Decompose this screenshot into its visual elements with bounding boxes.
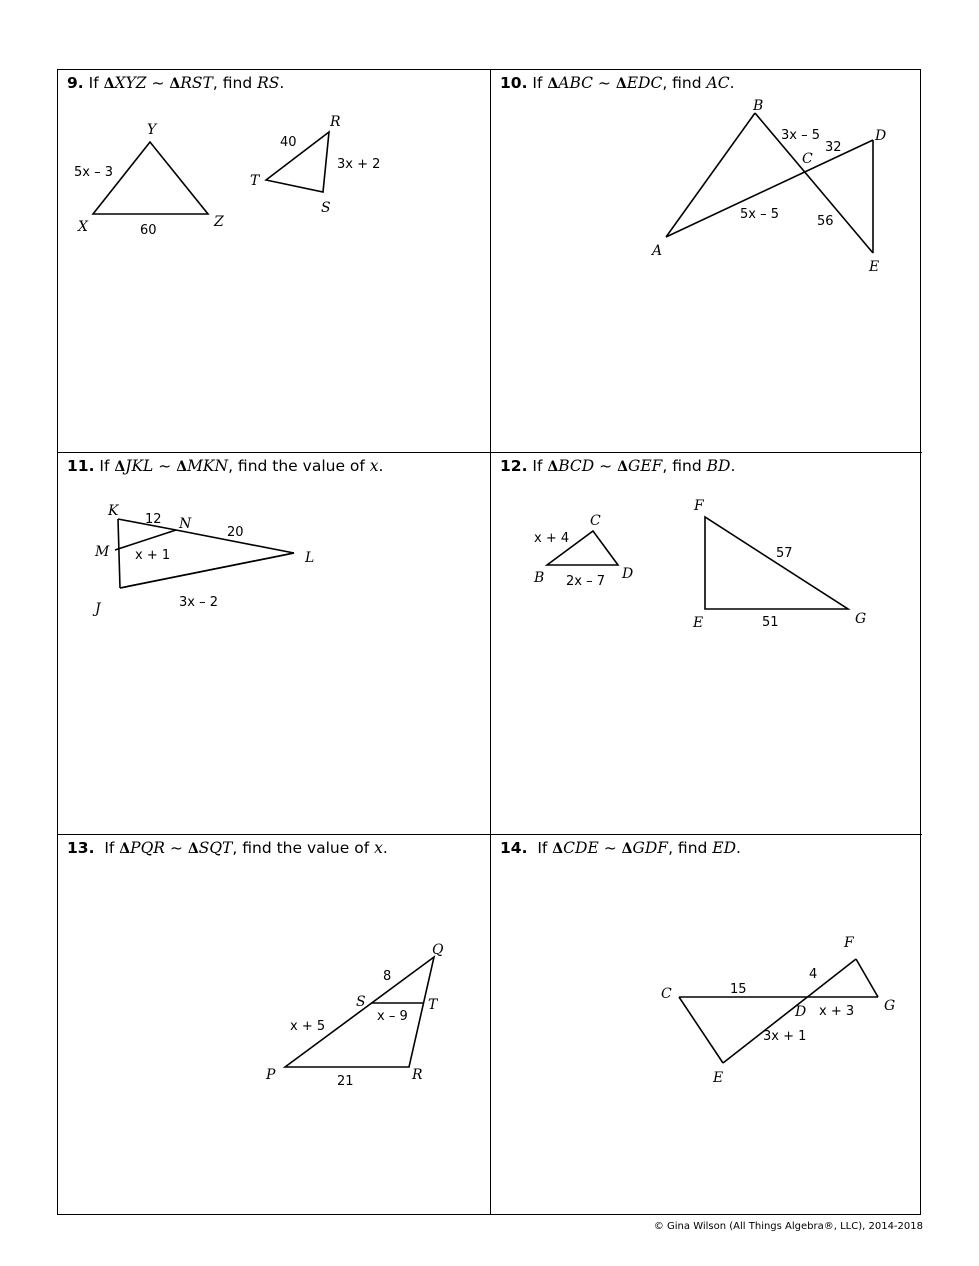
copyright-footer: © Gina Wilson (All Things Algebra®, LLC), 2014-2018: [653, 1221, 923, 1232]
problem-9-figure: [58, 70, 490, 452]
triangle-symbol: Δ: [187, 841, 199, 857]
problem-number: 11.: [67, 457, 95, 475]
similar-symbol: ~: [594, 457, 618, 475]
vertex-label: M: [95, 544, 110, 560]
vertex-label: N: [179, 516, 192, 532]
vertex-label: K: [108, 503, 119, 519]
similar-symbol: ~: [164, 839, 188, 857]
vertex-label: J: [95, 601, 101, 617]
similar-symbol: ~: [153, 457, 177, 475]
vertex-label: P: [266, 1067, 276, 1083]
target-quantity: AC: [706, 74, 730, 92]
triangle-name: JKL: [125, 457, 154, 475]
similar-symbol: ~: [592, 74, 616, 92]
side-label: 5x – 3: [74, 165, 113, 180]
vertex-label: E: [713, 1070, 724, 1086]
prompt-text: If: [532, 457, 548, 475]
vertex-label: G: [855, 611, 867, 627]
vertex-label: T: [250, 173, 260, 189]
triangle-name: XYZ: [114, 74, 147, 92]
vertex-label: S: [356, 994, 366, 1010]
triangle-symbol: Δ: [169, 76, 181, 92]
vertex-label: C: [590, 513, 601, 529]
triangle-name: SQT: [198, 839, 233, 857]
triangle-symbol: Δ: [114, 459, 126, 475]
vertex-label: R: [330, 114, 341, 130]
triangle-symbol: Δ: [617, 459, 628, 475]
triangle-name: BCD: [558, 457, 595, 475]
side-label: 2x – 7: [566, 574, 605, 589]
worksheet-grid: [57, 69, 921, 1215]
triangle-name: PQR: [130, 839, 165, 857]
problem-11-figure: [58, 453, 490, 835]
side-label: 4: [809, 967, 818, 982]
prompt-text: .: [729, 74, 735, 92]
vertex-label: G: [884, 998, 896, 1014]
triangle-symbol: Δ: [547, 76, 559, 92]
vertex-label: S: [321, 200, 331, 216]
side-label: 3x + 2: [337, 157, 381, 172]
segment-ad: [666, 140, 873, 237]
problem-13: [58, 834, 490, 1215]
problem-10-figure: [491, 70, 923, 452]
triangle-gef: [705, 517, 848, 609]
prompt-text: If: [104, 839, 120, 857]
vertex-label: F: [694, 498, 704, 514]
triangle-symbol: Δ: [547, 459, 559, 475]
side-label: 3x + 1: [763, 1029, 807, 1044]
prompt-text: , find: [668, 839, 713, 857]
prompt-text: If: [537, 839, 553, 857]
segment-fg: [856, 959, 878, 997]
side-label: 56: [817, 214, 834, 229]
prompt-text: , find: [212, 74, 258, 92]
vertex-label: T: [428, 997, 438, 1013]
target-quantity: x: [374, 839, 383, 857]
prompt-text: If: [88, 74, 104, 92]
triangle-name: RST: [180, 74, 213, 92]
vertex-label: Q: [432, 942, 444, 958]
problem-11: [58, 452, 490, 834]
side-label: 40: [280, 135, 297, 150]
prompt-text: , find: [662, 457, 707, 475]
side-label: 32: [825, 140, 842, 155]
triangle-rst: [266, 132, 329, 192]
segment-kj: [118, 519, 120, 588]
triangle-name: EDC: [626, 74, 663, 92]
target-quantity: ED: [712, 839, 737, 857]
prompt-text: .: [382, 839, 388, 857]
prompt-text: .: [279, 74, 285, 92]
triangle-symbol: Δ: [176, 459, 188, 475]
side-label: x – 9: [377, 1009, 408, 1024]
similar-symbol: ~: [598, 839, 622, 857]
target-quantity: x: [369, 457, 379, 475]
triangle-name: CDE: [563, 839, 599, 857]
side-label: 15: [730, 982, 747, 997]
vertex-label: R: [412, 1067, 423, 1083]
side-label: x + 1: [135, 548, 171, 563]
prompt-text: If: [532, 74, 548, 92]
vertex-label: E: [869, 259, 880, 275]
target-quantity: RS: [257, 74, 280, 92]
vertex-label: B: [753, 98, 764, 114]
triangle-name: MKN: [187, 457, 229, 475]
prompt-text: , find the value of: [232, 839, 375, 857]
side-label: 8: [383, 969, 392, 984]
vertex-label: F: [844, 935, 854, 951]
vertex-label: L: [305, 550, 315, 566]
vertex-label: D: [795, 1004, 807, 1020]
segment-mn: [115, 530, 176, 550]
problem-number: 14.: [500, 839, 528, 857]
similar-symbol: ~: [146, 74, 170, 92]
vertex-label: C: [802, 151, 813, 167]
side-label: 20: [227, 525, 244, 540]
triangle-name: ABC: [558, 74, 593, 92]
triangle-symbol: Δ: [621, 841, 633, 857]
segment-ce: [679, 997, 723, 1063]
vertex-label: C: [661, 986, 672, 1002]
side-label: x + 3: [819, 1004, 855, 1019]
side-label: 60: [140, 223, 157, 238]
prompt-text: , find: [662, 74, 707, 92]
vertex-label: Z: [214, 214, 224, 230]
problem-number: 10.: [500, 74, 528, 92]
target-quantity: BD: [706, 457, 731, 475]
vertex-label: A: [652, 243, 663, 259]
vertex-label: D: [622, 566, 634, 582]
problem-number: 9.: [67, 74, 84, 92]
vertex-label: E: [693, 615, 704, 631]
triangle-symbol: Δ: [615, 76, 627, 92]
side-label: 3x – 2: [179, 595, 218, 610]
problem-10: [490, 70, 922, 452]
side-label: 51: [762, 615, 779, 630]
triangle-name: GEF: [627, 457, 663, 475]
problem-12-figure: [491, 453, 923, 835]
side-label: x + 5: [290, 1019, 326, 1034]
vertex-label: X: [78, 219, 88, 235]
side-label: 5x – 5: [740, 207, 779, 222]
prompt-text: If: [99, 457, 115, 475]
problem-13-figure: [58, 835, 490, 1216]
vertex-label: Y: [147, 122, 157, 138]
side-label: 3x – 5: [781, 128, 820, 143]
prompt-text: .: [378, 457, 384, 475]
problem-14: [490, 834, 922, 1215]
side-label: 21: [337, 1074, 354, 1089]
prompt-text: .: [730, 457, 736, 475]
problem-9: [58, 70, 490, 452]
triangle-symbol: Δ: [103, 76, 115, 92]
problem-number: 12.: [500, 457, 528, 475]
side-label: 12: [145, 512, 162, 527]
triangle-name: GDF: [632, 839, 669, 857]
triangle-symbol: Δ: [552, 841, 564, 857]
problem-14-figure: [491, 835, 923, 1216]
side-label: x + 4: [534, 531, 570, 546]
triangle-symbol: Δ: [119, 841, 131, 857]
problem-12: [490, 452, 922, 834]
side-label: 57: [776, 546, 793, 561]
vertex-label: B: [534, 570, 545, 586]
prompt-text: , find the value of: [228, 457, 370, 475]
problem-number: 13.: [67, 839, 95, 857]
prompt-text: .: [736, 839, 741, 857]
vertex-label: D: [875, 128, 887, 144]
triangle-pqr: [285, 957, 434, 1067]
